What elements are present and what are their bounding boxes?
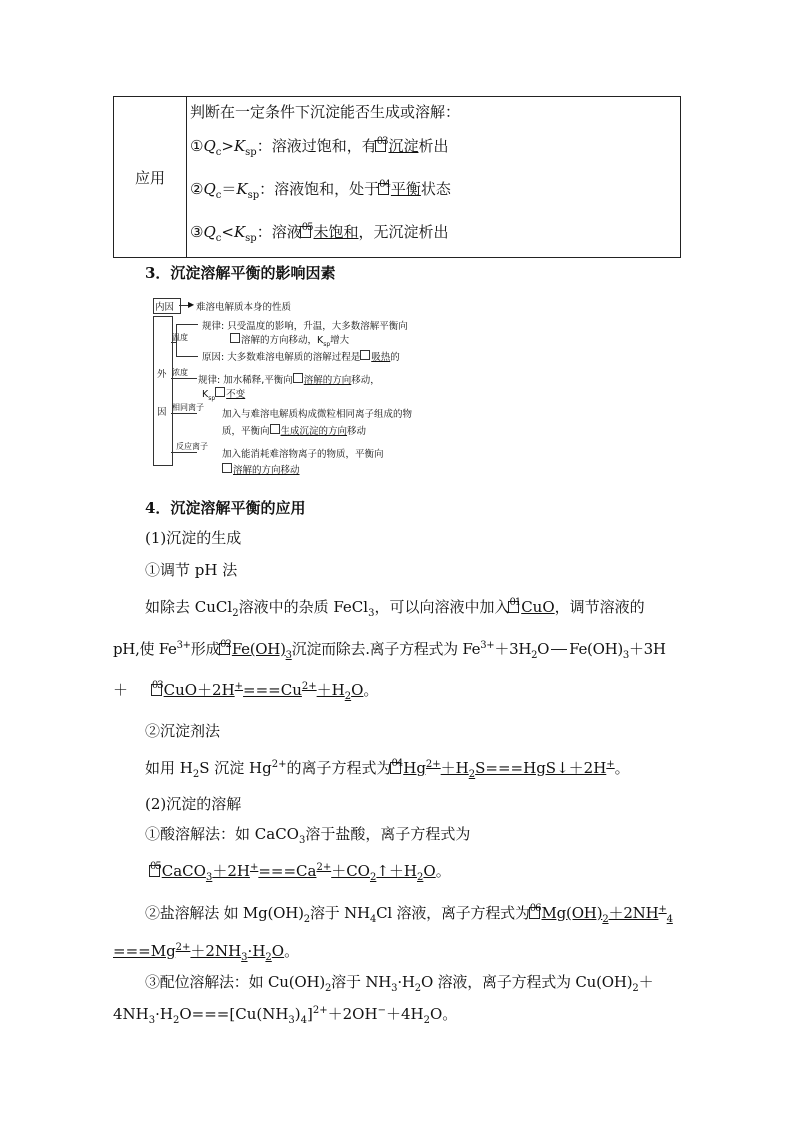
temperature-rule: 规律: 只受温度的影响，升温，大多数溶解平衡向 — [202, 321, 408, 332]
paragraph-6: ②沉淀剂法 — [145, 722, 221, 740]
reaction-ion-text-2: 溶解的方向移动 — [222, 462, 300, 476]
answer-text: 平衡 — [390, 180, 421, 198]
outer-factor-label-1: 外 — [157, 369, 167, 380]
answer-number: 05 — [301, 222, 313, 233]
paragraph-13: ③配位溶解法：如 $Cu(OH)_2$溶于 $NH_3\cdot H_2O$ 溶液，离子方程式为 $Cu(OH)_2+$ — [145, 973, 654, 994]
inner-factor-label: 内因 — [155, 302, 175, 313]
outer-factor-box — [153, 316, 173, 466]
table-intro: 判断在一定条件下沉淀能否生成或溶解： — [190, 103, 461, 121]
same-ion-text-2: 质，平衡向 生成沉淀的方向移动 — [222, 426, 367, 437]
paragraph-11: ②盐溶解法 如 $Mg(OH)_2$溶于 $NH_4Cl$ 溶液，离子方程式为$^{06}Mg(OH)_2+2NH^+_4$ — [145, 903, 673, 925]
paragraph-3: 如除去 CuCl$_2$溶液中的杂质 FeCl$_3$，可以向溶液中加入$^{01}$CuO，调节溶液的 — [145, 597, 645, 619]
paragraph-9: ①酸溶解法：如 CaCO$_3$溶于盐酸，离子方程式为 — [145, 825, 471, 846]
concentration-rule: 规律: 加水稀释,平衡向 溶解的方向移动， — [198, 375, 380, 386]
table-row-3: $③Q_c<K_{sp}$：溶液$^{05}$未饱和，无沉淀析出 — [190, 222, 449, 244]
section-4-title: 4．沉淀溶解平衡的应用 — [145, 499, 306, 517]
paragraph-5: ＋ $^{03}CuO+2H^+===Cu^{2+}+H_2O$。 — [113, 680, 379, 702]
paragraph-2: ①调节 pH 法 — [145, 561, 238, 579]
temperature-label: 温度 — [172, 333, 188, 342]
paragraph-10: $^{05}CaCO_3+2H^+===Ca^{2+}+CO_2↑+H_2O$。 — [150, 861, 451, 883]
answer-text: 未饱和 — [313, 223, 359, 241]
application-table — [113, 96, 681, 258]
concentration-ksp: $K_{sp}$ 不变 — [202, 389, 246, 402]
concentration-label: 浓度 — [172, 368, 188, 377]
paragraph-12: $===Mg^{2+}+2NH_3\cdot H_2O$。 — [113, 942, 300, 963]
answer-number: 04 — [379, 179, 390, 190]
same-ion-text-1: 加入与难溶电解质构成微粒相同离子组成的物 — [222, 409, 413, 420]
inner-factor-text: 难溶电解质本身的性质 — [196, 302, 292, 313]
influence-factors-diagram: 内因 ▶ 难溶电解质本身的性质 外 因 温度 规律: 只受温度的影响，升温，大多数溶解平衡向 溶解的方向移动，$K_{sp}$增大 原因: 大多数难溶电解质的溶解过程是 吸热的 浓度 规律: 加水稀释,平衡向 溶解的方向移动， $K_{sp}$ 不变 相同离子 加入与难溶电解质构成微粒相同离子组成的物 质，平衡向 生成沉淀的方向移动 反应离子 加入能消耗难溶物离子的物质，平衡向 溶解的方向移动 — [155, 300, 413, 476]
paragraph-1: (1)沉淀的生成 — [145, 529, 242, 547]
reaction-ion-text-1: 加入能消耗难溶物离子的物质，平衡向 — [222, 449, 384, 460]
paragraph-4: pH,使 $Fe^{3+}$形成$^{02}Fe(OH)_3$沉淀而除去.离子方程式为 $Fe^{3+}+3H_2O$ $Fe(OH)_3+3H$ — [113, 639, 666, 661]
answer-number: 03 — [376, 136, 388, 147]
reaction-ion-label: 反应离子 — [176, 442, 208, 451]
answer-text: 沉淀 — [388, 137, 419, 155]
table-label-cell — [114, 97, 187, 257]
paragraph-8: (2)沉淀的溶解 — [145, 795, 242, 813]
section-3-title: 3．沉淀溶解平衡的影响因素 — [145, 264, 336, 282]
table-row-1: $①Q_c>K_{sp}$：溶液过饱和，有$^{03}$沉淀析出 — [190, 136, 449, 158]
table-label: 应用 — [134, 168, 165, 187]
paragraph-7: 如用 $H_2S$ 沉淀 $Hg^{2+}$的离子方程式为$^{04}Hg^{2+}+H_2S===HgS↓+2H^+$。 — [145, 758, 630, 780]
table-row-2: $②Q_c=K_{sp}$：溶液饱和，处于$^{04}$平衡状态 — [190, 179, 451, 201]
paragraph-14: $4NH_3\cdot H_2O===[Cu(NH_3)_4]^{2+}+2OH^-+4H_2O$。 — [113, 1005, 458, 1026]
temperature-reason: 原因: 大多数难溶电解质的溶解过程是 吸热的 — [202, 352, 400, 363]
same-ion-label: 相同离子 — [172, 403, 204, 412]
temperature-rule-2: 溶解的方向移动，$K_{sp}$增大 — [230, 332, 349, 348]
outer-factor-label-2: 因 — [157, 407, 167, 418]
